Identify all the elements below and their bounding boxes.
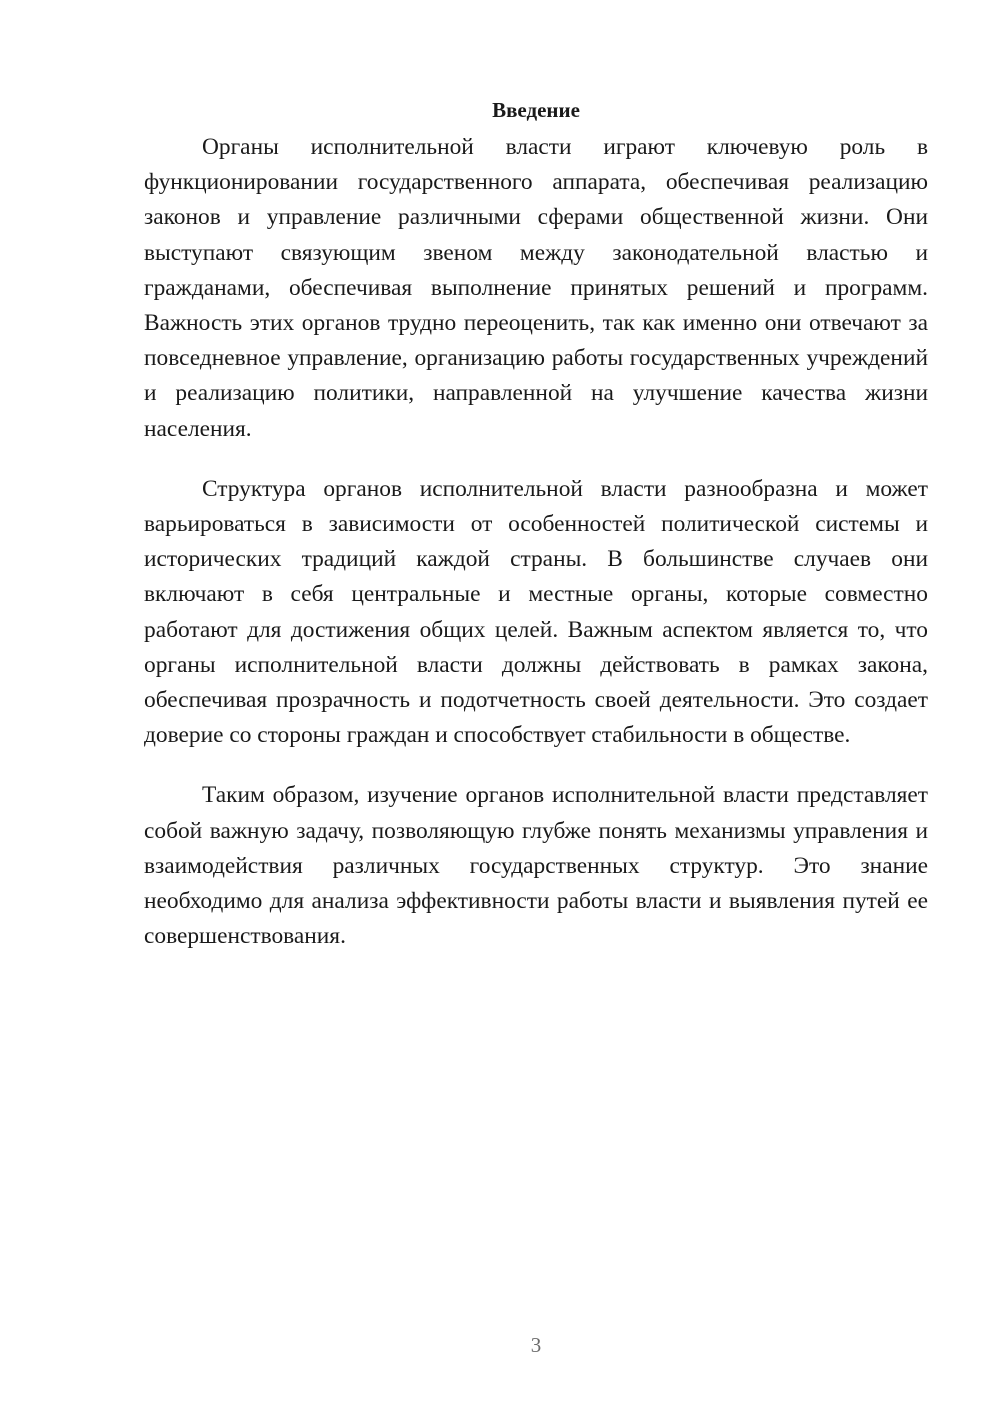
paragraph-1: Органы исполнительной власти играют ключевую роль в функционировании государственного аппарата, обеспечивая реализацию законов и управление различными сферами общественной жизни. Они выступают связующим звеном между законодательной властью и гражданами, обеспечивая выполнение принятых решений и программ. Важность этих органов трудно переоценить, так как именно они отвечают за повседневное управление, организацию работы государственных учреждений и реализацию политики, направленной на улучшение качества жизни населения. [144, 134, 928, 442]
page-content [144, 92, 928, 979]
paragraph-3: Таким образом, изучение органов исполнительной власти представляет собой важную задачу, позволяющую глубже понять механизмы управления и взаимодействия различных государственных структур. Это знание необходимо для анализа эффективности работы власти и выявления путей ее совершенствования. [144, 782, 928, 950]
page-number: 3 [530, 1333, 542, 1357]
section-title: Введение [492, 98, 580, 122]
paragraph-2: Структура органов исполнительной власти разнообразна и может варьироваться в зависимости от особенностей политической системы и исторических традиций каждой страны. В большинстве случаев они включают в себя центральные и местные органы, которые совместно работают для достижения общих целей. Важным аспектом является то, что органы исполнительной власти должны действовать в рамках закона, обеспечивая прозрачность и подотчетность своей деятельности. Это создает доверие со стороны граждан и способствует стабильности в обществе. [144, 475, 928, 749]
